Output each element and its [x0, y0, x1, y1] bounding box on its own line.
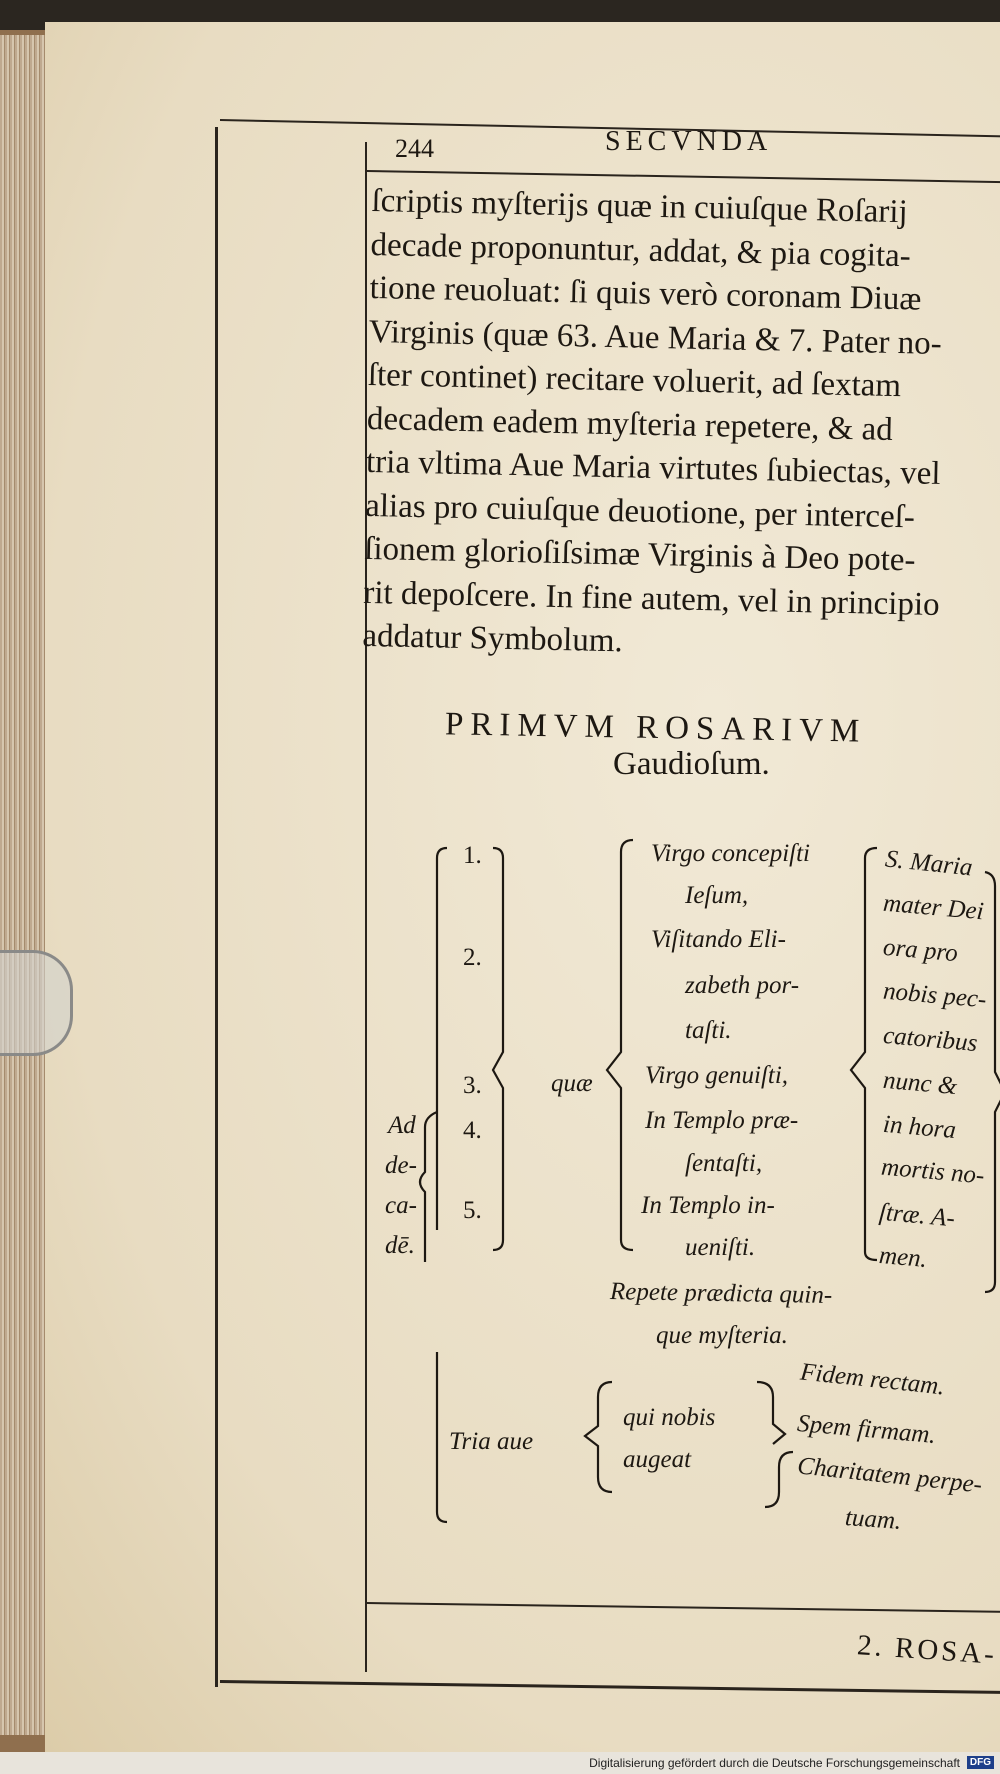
ad-decadem-line: ca- — [385, 1192, 417, 1219]
bracket-prayer-left — [851, 848, 877, 1260]
body-line: ſionem glorioſiſsimæ Virginis à Deo pote- — [363, 530, 916, 579]
decade-number: 4. — [463, 1117, 482, 1144]
ad-decadem-line: dē. — [385, 1232, 415, 1259]
bracket-virtues-left — [765, 1452, 793, 1507]
mystery-line: ueniſti. — [685, 1234, 756, 1261]
mystery-line: In Templo in- — [641, 1192, 775, 1219]
bracket-virtues-right — [757, 1382, 785, 1444]
connector-word: quæ — [551, 1070, 593, 1097]
book-page — [45, 22, 1000, 1760]
bracket-numbers-left — [437, 848, 447, 1230]
mystery-line: zabeth por- — [685, 972, 800, 999]
body-line: addatur Symbolum. — [362, 617, 624, 660]
tria-aue-label: Tria aue — [449, 1428, 534, 1455]
virtue-line: Fidem rectam. — [799, 1358, 946, 1401]
footer-text: Digitalisierung gefördert durch die Deutsche Forschungsgemeinschaft — [589, 1756, 960, 1770]
virtue-line: Spem firmam. — [796, 1410, 937, 1450]
decade-number: 3. — [463, 1072, 482, 1099]
mystery-line: taſti. — [685, 1017, 732, 1044]
virtue-line: Charitatem perpe- — [796, 1452, 984, 1499]
body-line: rit depoſcere. In fine autem, vel in principio — [362, 574, 940, 623]
decade-number: 2. — [463, 944, 482, 971]
body-line: tria vltima Aue Maria virtutes ſubiectas, vel — [365, 443, 941, 492]
section-heading: PRIMVM ROSARIVM — [444, 706, 867, 750]
bracket-tria — [585, 1382, 612, 1492]
section-subheading: Gaudioſum. — [613, 746, 770, 782]
prayer-line: catoribus — [882, 1021, 979, 1058]
body-line: decade proponuntur, addat, & pia cogita- — [370, 226, 912, 274]
mystery-line: Virgo genuiſti, — [645, 1062, 789, 1089]
mystery-line: ſentaſti, — [685, 1150, 763, 1177]
qui-nobis-line: qui nobis — [623, 1404, 716, 1431]
bracket-mysteries-left — [607, 840, 633, 1250]
bracket-prayer-right — [985, 872, 1000, 1292]
body-line: decadem eadem myſteria repetere, & ad — [366, 400, 894, 448]
qui-nobis-line: augeat — [623, 1446, 692, 1473]
page-clip — [0, 950, 73, 1056]
mystery-line: In Templo præ- — [645, 1107, 799, 1134]
body-line: alias pro cuiuſque deuotione, per interceſ- — [364, 487, 916, 535]
prayer-line: mortis no- — [880, 1153, 986, 1190]
dfg-logo-icon: DFG — [967, 1756, 994, 1769]
prayer-line: mater Dei — [882, 889, 985, 926]
virtue-line: tuam. — [844, 1504, 903, 1535]
body-line: tione reuoluat: ſi quis verò coronam Diuæ — [369, 269, 922, 318]
body-line: ſter continet) recitare voluerit, ad ſextam — [367, 356, 902, 405]
page-number: 244 — [395, 134, 434, 163]
repeat-line: que myſteria. — [656, 1322, 788, 1349]
mystery-line: Ieſum, — [685, 882, 749, 909]
prayer-line: nobis pec- — [882, 977, 988, 1014]
mystery-line: Virgo concepiſti — [651, 840, 810, 867]
prayer-line: S. Maria — [883, 845, 974, 882]
prayer-line: men. — [877, 1241, 929, 1274]
repeat-line: Repete prædicta quin- — [609, 1278, 833, 1309]
mystery-line: Viſitando Eli- — [651, 926, 786, 953]
running-head: SECVNDA — [605, 126, 773, 157]
bracket-left-long — [437, 1352, 447, 1522]
decade-number: 1. — [463, 842, 482, 869]
prayer-line: ſtræ. A- — [878, 1198, 957, 1233]
ad-decadem-line: Ad — [388, 1112, 416, 1139]
digitization-footer — [0, 1752, 1000, 1774]
decade-number: 5. — [463, 1197, 482, 1224]
ad-decadem-line: de- — [385, 1152, 417, 1179]
body-line: ſcriptis myſterijs quæ in cuiuſque Roſarij — [371, 182, 909, 231]
body-line: Virginis (quæ 63. Aue Maria & 7. Pater no- — [368, 313, 943, 362]
prayer-line: nunc & — [882, 1066, 959, 1101]
bracket-ad-decadem — [420, 1112, 437, 1262]
bracket-numbers-right — [493, 848, 503, 1250]
prayer-line: ora pro — [882, 933, 959, 968]
table-brackets — [45, 22, 1000, 1760]
prayer-line: in hora — [882, 1110, 958, 1145]
catchword: 2. ROSA- — [856, 1629, 998, 1671]
